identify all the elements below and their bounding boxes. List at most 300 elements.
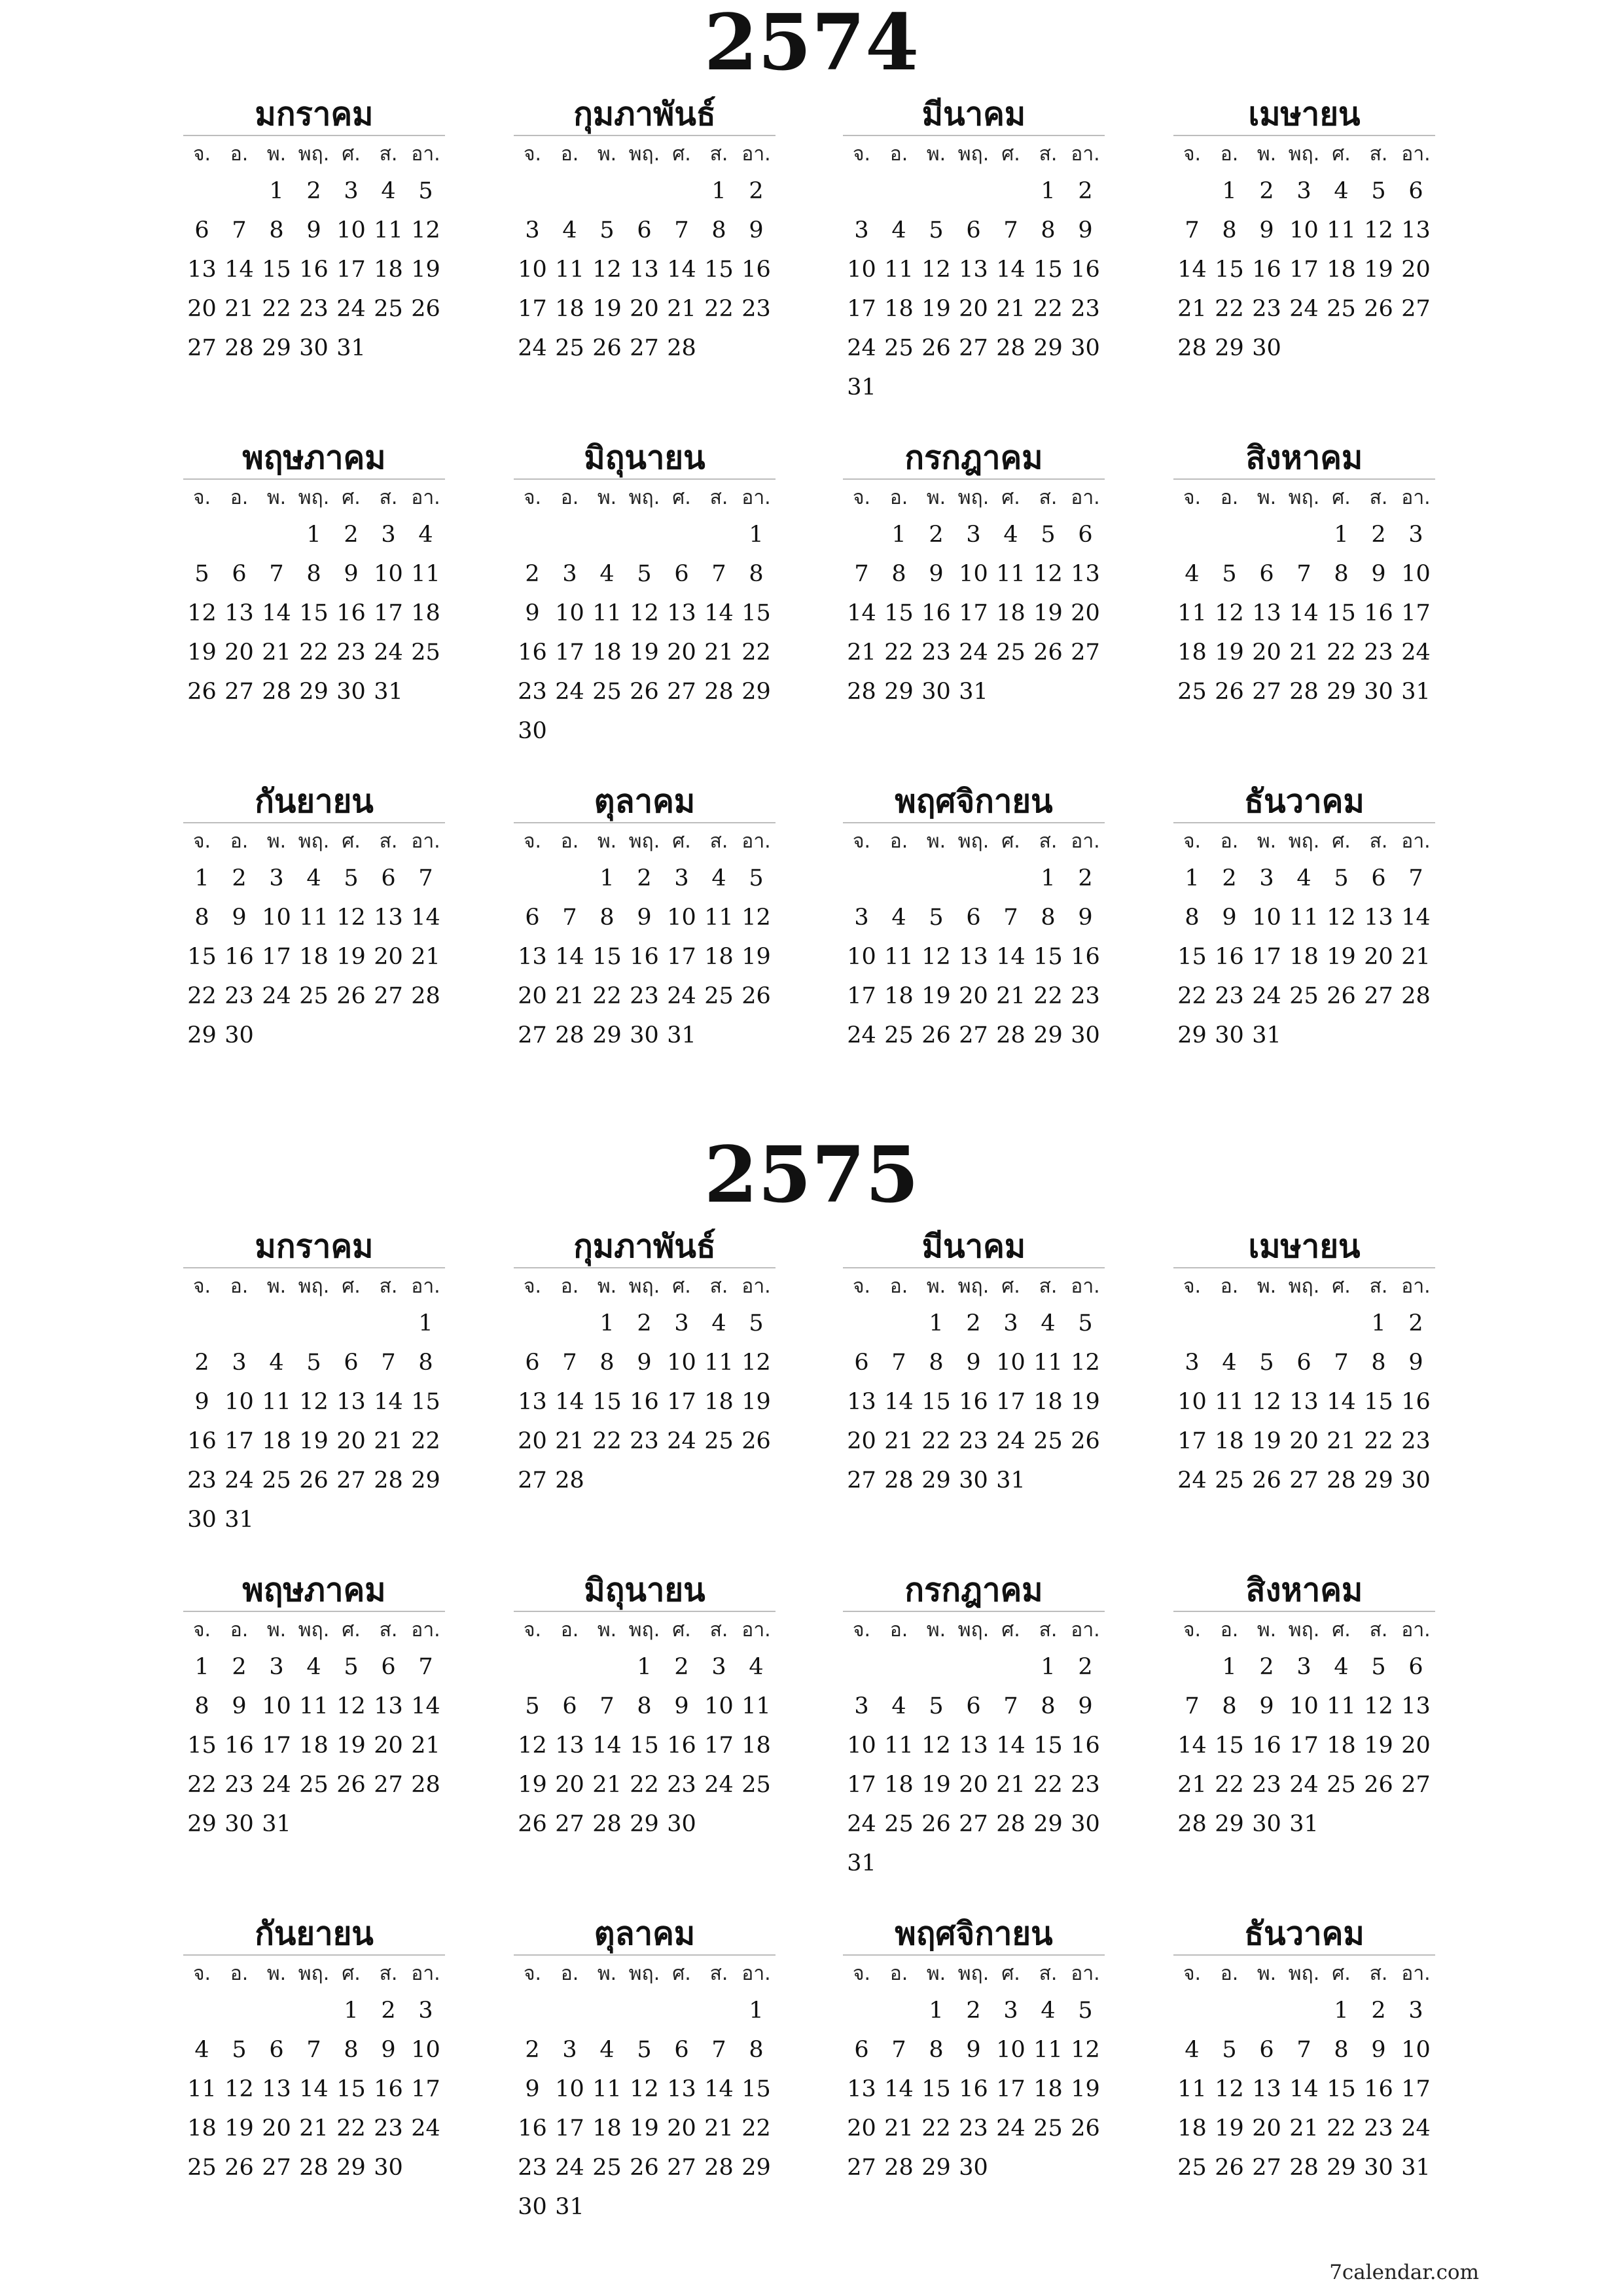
weekday-label: อ.	[230, 829, 249, 853]
day-cell: 17	[336, 257, 366, 283]
day-cell: 11	[1033, 1350, 1063, 1376]
day-cell: 5	[637, 561, 652, 587]
day-cell: 19	[1252, 1428, 1281, 1454]
month-name: มกราคม	[183, 92, 445, 136]
empty-day-cell	[1248, 515, 1285, 554]
weekday-label: ส.	[379, 1962, 398, 1985]
day-cell: 2	[381, 1998, 396, 2024]
day-cell: 25	[996, 639, 1026, 666]
day-cell: 19	[1071, 1389, 1100, 1415]
day-cell: 20	[667, 639, 696, 666]
day-cell: 7	[711, 561, 726, 587]
day-cell: 6	[232, 561, 247, 587]
day-grid	[1173, 1647, 1435, 1844]
day-cell: 4	[306, 1654, 321, 1680]
day-cell: 13	[555, 1732, 584, 1759]
day-cell: 5	[929, 905, 944, 931]
day-cell: 31	[1252, 1022, 1281, 1049]
weekday-label: อ.	[889, 486, 908, 509]
day-cell: 2	[194, 1350, 209, 1376]
day-cell: 10	[262, 1693, 291, 1719]
day-cell: 3	[562, 561, 577, 587]
day-cell: 7	[418, 865, 433, 891]
day-cell: 25	[741, 1772, 771, 1798]
weekday-label: พ.	[597, 486, 617, 509]
day-cell: 4	[599, 2037, 615, 2063]
day-cell: 8	[1041, 1693, 1056, 1719]
weekday-label: อ.	[230, 486, 249, 509]
day-cell: 22	[336, 2115, 366, 2142]
month-calendar	[183, 1911, 445, 2187]
day-cell: 14	[592, 1732, 622, 1759]
day-cell: 19	[741, 944, 771, 970]
day-cell: 17	[374, 600, 403, 626]
day-cell: 22	[1033, 983, 1063, 1009]
day-cell: 2	[232, 1654, 247, 1680]
day-cell: 31	[847, 374, 876, 401]
empty-day-cell	[992, 171, 1029, 211]
day-cell: 30	[224, 1022, 254, 1049]
weekday-label: อ.	[889, 142, 908, 166]
day-cell: 9	[306, 217, 321, 243]
weekday-label: อ.	[560, 829, 579, 853]
day-cell: 29	[336, 2155, 366, 2181]
day-cell: 1	[418, 1310, 433, 1336]
day-cell: 4	[194, 2037, 209, 2063]
weekday-label: พฤ.	[1288, 1274, 1320, 1298]
day-cell: 18	[187, 2115, 217, 2142]
day-cell: 18	[1327, 257, 1356, 283]
day-cell: 13	[518, 1389, 547, 1415]
day-cell: 23	[336, 639, 366, 666]
weekday-label: อา.	[1071, 1962, 1100, 1985]
day-cell: 30	[1364, 2155, 1393, 2181]
empty-day-cell	[295, 1304, 332, 1343]
day-cell: 24	[996, 2115, 1026, 2142]
empty-day-cell	[843, 1304, 880, 1343]
weekday-label: ส.	[1039, 486, 1058, 509]
day-cell: 18	[1215, 1428, 1244, 1454]
weekday-header	[514, 823, 776, 859]
weekday-label: อา.	[411, 1962, 440, 1985]
weekday-label: พฤ.	[628, 1274, 660, 1298]
year-title: 2575	[704, 1129, 919, 1220]
weekday-header	[183, 480, 445, 515]
day-cell: 19	[1215, 639, 1244, 666]
day-cell: 11	[592, 600, 622, 626]
day-cell: 6	[1296, 1350, 1311, 1376]
day-cell: 17	[996, 1389, 1026, 1415]
day-cell: 24	[1252, 983, 1281, 1009]
weekday-label: อ.	[230, 142, 249, 166]
day-cell: 29	[299, 679, 329, 705]
day-cell: 5	[1334, 865, 1349, 891]
weekday-label: จ.	[192, 486, 211, 509]
day-cell: 25	[1177, 2155, 1207, 2181]
day-cell: 21	[884, 1428, 914, 1454]
weekday-label: พ.	[926, 1618, 946, 1641]
day-cell: 15	[1364, 1389, 1393, 1415]
weekday-label: พ.	[597, 1962, 617, 1985]
day-cell: 29	[921, 1467, 951, 1494]
day-cell: 13	[1252, 600, 1281, 626]
day-grid	[183, 171, 445, 368]
empty-day-cell	[626, 515, 663, 554]
day-cell: 10	[518, 257, 547, 283]
empty-day-cell	[258, 1991, 295, 2030]
day-cell: 24	[1289, 296, 1319, 322]
day-cell: 18	[1033, 2076, 1063, 2102]
empty-day-cell	[221, 171, 258, 211]
weekday-label: อา.	[1071, 486, 1100, 509]
weekday-label: ส.	[379, 142, 398, 166]
day-cell: 22	[741, 639, 771, 666]
empty-day-cell	[1173, 171, 1211, 211]
day-grid	[1173, 171, 1435, 368]
month-calendar	[514, 435, 776, 751]
day-cell: 28	[884, 2155, 914, 2181]
day-cell: 17	[847, 1772, 876, 1798]
day-cell: 31	[1289, 1811, 1319, 1837]
day-cell: 10	[1289, 1693, 1319, 1719]
weekday-label: ส.	[1039, 1618, 1058, 1641]
weekday-label: ศ.	[342, 829, 361, 853]
empty-day-cell	[663, 1991, 700, 2030]
weekday-label: พ.	[597, 829, 617, 853]
day-cell: 11	[592, 2076, 622, 2102]
day-cell: 10	[704, 1693, 734, 1719]
weekday-label: อา.	[1071, 1274, 1100, 1298]
day-cell: 17	[1252, 944, 1281, 970]
weekday-label: อ.	[1220, 1962, 1239, 1985]
day-cell: 26	[1033, 639, 1063, 666]
day-cell: 30	[1252, 335, 1281, 361]
day-cell: 17	[959, 600, 988, 626]
day-cell: 14	[847, 600, 876, 626]
day-cell: 5	[525, 1693, 540, 1719]
day-cell: 28	[1289, 679, 1319, 705]
day-cell: 21	[411, 944, 440, 970]
weekday-label: ส.	[379, 1274, 398, 1298]
weekday-label: พฤ.	[957, 486, 990, 509]
day-cell: 24	[847, 335, 876, 361]
empty-day-cell	[880, 1304, 918, 1343]
day-cell: 23	[518, 679, 547, 705]
day-cell: 31	[336, 335, 366, 361]
day-grid	[514, 171, 776, 368]
day-cell: 21	[1401, 944, 1431, 970]
day-cell: 6	[854, 2037, 869, 2063]
day-cell: 8	[1371, 1350, 1386, 1376]
day-cell: 6	[381, 865, 396, 891]
day-cell: 15	[704, 257, 734, 283]
day-cell: 2	[749, 178, 764, 204]
day-cell: 8	[749, 2037, 764, 2063]
weekday-header	[183, 1612, 445, 1647]
day-cell: 2	[1078, 178, 1093, 204]
day-cell: 12	[299, 1389, 329, 1415]
day-cell: 27	[959, 1811, 988, 1837]
empty-day-cell	[551, 171, 588, 211]
day-cell: 12	[630, 600, 659, 626]
day-cell: 3	[418, 1998, 433, 2024]
day-cell: 23	[630, 1428, 659, 1454]
day-cell: 4	[1041, 1310, 1056, 1336]
day-cell: 18	[704, 944, 734, 970]
day-cell: 6	[344, 1350, 359, 1376]
empty-day-cell	[1285, 1991, 1323, 2030]
day-cell: 29	[1215, 1811, 1244, 1837]
day-cell: 22	[262, 296, 291, 322]
day-cell: 16	[1071, 257, 1100, 283]
empty-day-cell	[992, 859, 1029, 898]
day-cell: 17	[262, 1732, 291, 1759]
empty-day-cell	[551, 515, 588, 554]
day-cell: 26	[411, 296, 440, 322]
weekday-label: ศ.	[1001, 1962, 1020, 1985]
day-cell: 20	[224, 639, 254, 666]
day-cell: 19	[592, 296, 622, 322]
day-cell: 22	[187, 983, 217, 1009]
day-cell: 20	[518, 983, 547, 1009]
day-cell: 23	[959, 2115, 988, 2142]
day-cell: 7	[891, 2037, 906, 2063]
day-cell: 12	[921, 257, 951, 283]
day-cell: 29	[630, 1811, 659, 1837]
day-cell: 26	[921, 335, 951, 361]
day-cell: 31	[847, 1850, 876, 1876]
day-cell: 10	[224, 1389, 254, 1415]
day-cell: 30	[187, 1507, 217, 1533]
day-cell: 27	[959, 1022, 988, 1049]
month-calendar	[1173, 1911, 1435, 2187]
weekday-header	[514, 1268, 776, 1304]
day-cell: 4	[1222, 1350, 1237, 1376]
day-cell: 29	[1327, 2155, 1356, 2181]
weekday-label: พ.	[597, 142, 617, 166]
day-cell: 28	[1401, 983, 1431, 1009]
weekday-label: อา.	[741, 142, 771, 166]
day-cell: 2	[1222, 865, 1237, 891]
day-cell: 23	[518, 2155, 547, 2181]
day-cell: 9	[674, 1693, 689, 1719]
day-cell: 16	[959, 1389, 988, 1415]
empty-day-cell	[551, 1647, 588, 1687]
weekday-label: พ.	[266, 1618, 287, 1641]
day-cell: 8	[344, 2037, 359, 2063]
day-cell: 9	[381, 2037, 396, 2063]
weekday-label: พฤ.	[298, 142, 330, 166]
day-cell: 18	[411, 600, 440, 626]
day-cell: 2	[344, 522, 359, 548]
day-cell: 30	[1215, 1022, 1244, 1049]
month-calendar	[514, 92, 776, 368]
day-cell: 30	[1071, 335, 1100, 361]
day-cell: 9	[1222, 905, 1237, 931]
day-cell: 12	[1071, 1350, 1100, 1376]
empty-day-cell	[1248, 1304, 1285, 1343]
day-cell: 10	[667, 905, 696, 931]
day-cell: 5	[749, 865, 764, 891]
day-cell: 13	[959, 257, 988, 283]
weekday-label: พ.	[1257, 142, 1277, 166]
month-name: สิงหาคม	[1173, 435, 1435, 480]
day-cell: 22	[704, 296, 734, 322]
day-cell: 26	[741, 983, 771, 1009]
day-cell: 15	[411, 1389, 440, 1415]
day-cell: 13	[336, 1389, 366, 1415]
day-cell: 3	[269, 865, 284, 891]
day-cell: 30	[299, 335, 329, 361]
day-cell: 15	[1033, 944, 1063, 970]
day-cell: 16	[630, 1389, 659, 1415]
day-cell: 27	[518, 1467, 547, 1494]
weekday-label: ศ.	[1332, 1274, 1351, 1298]
month-name: มีนาคม	[843, 92, 1105, 136]
weekday-label: พ.	[266, 142, 287, 166]
day-cell: 18	[592, 2115, 622, 2142]
day-cell: 18	[299, 1732, 329, 1759]
day-cell: 14	[555, 944, 584, 970]
day-cell: 25	[884, 1022, 914, 1049]
weekday-label: อา.	[741, 486, 771, 509]
day-cell: 23	[374, 2115, 403, 2142]
weekday-label: ส.	[709, 1618, 728, 1641]
day-cell: 27	[1364, 983, 1393, 1009]
day-cell: 12	[592, 257, 622, 283]
day-cell: 13	[1289, 1389, 1319, 1415]
empty-day-cell	[1173, 1991, 1211, 2030]
weekday-label: ศ.	[672, 142, 691, 166]
day-cell: 22	[921, 1428, 951, 1454]
day-cell: 31	[262, 1811, 291, 1837]
day-cell: 2	[306, 178, 321, 204]
day-cell: 19	[921, 983, 951, 1009]
day-cell: 1	[1222, 178, 1237, 204]
weekday-label: พ.	[926, 142, 946, 166]
day-cell: 27	[847, 1467, 876, 1494]
empty-day-cell	[183, 171, 221, 211]
day-cell: 22	[1215, 1772, 1244, 1798]
day-cell: 23	[224, 1772, 254, 1798]
weekday-label: จ.	[192, 142, 211, 166]
day-cell: 17	[996, 2076, 1026, 2102]
day-cell: 21	[704, 639, 734, 666]
empty-day-cell	[1211, 1304, 1248, 1343]
day-grid	[183, 1304, 445, 1539]
weekday-label: อา.	[1401, 829, 1431, 853]
empty-day-cell	[551, 1304, 588, 1343]
weekday-label: ส.	[1369, 829, 1388, 853]
day-cell: 9	[1078, 905, 1093, 931]
weekday-label: จ.	[852, 142, 871, 166]
empty-day-cell	[183, 515, 221, 554]
month-name: กุมภาพันธ์	[514, 1224, 776, 1268]
day-cell: 25	[411, 639, 440, 666]
day-cell: 3	[1296, 178, 1311, 204]
day-grid	[514, 1991, 776, 2227]
day-grid	[843, 515, 1105, 711]
weekday-label: ส.	[379, 486, 398, 509]
weekday-label: จ.	[523, 486, 542, 509]
day-cell: 9	[1259, 217, 1274, 243]
day-cell: 16	[1252, 1732, 1281, 1759]
month-calendar	[183, 92, 445, 368]
day-cell: 16	[1252, 257, 1281, 283]
day-cell: 26	[630, 2155, 659, 2181]
empty-day-cell	[332, 1304, 370, 1343]
day-cell: 9	[1408, 1350, 1423, 1376]
weekday-header	[514, 1956, 776, 1991]
day-cell: 10	[667, 1350, 696, 1376]
weekday-label: พฤ.	[957, 1618, 990, 1641]
weekday-header	[514, 136, 776, 171]
empty-day-cell	[992, 1647, 1029, 1687]
day-cell: 19	[336, 1732, 366, 1759]
day-cell: 15	[299, 600, 329, 626]
day-cell: 22	[592, 1428, 622, 1454]
day-grid	[514, 515, 776, 751]
day-cell: 14	[667, 257, 696, 283]
day-cell: 19	[411, 257, 440, 283]
day-cell: 25	[374, 296, 403, 322]
day-cell: 15	[1327, 2076, 1356, 2102]
day-cell: 15	[262, 257, 291, 283]
empty-day-cell	[295, 1991, 332, 2030]
empty-day-cell	[700, 1991, 738, 2030]
day-cell: 25	[704, 1428, 734, 1454]
weekday-label: จ.	[523, 1618, 542, 1641]
day-cell: 11	[1177, 2076, 1207, 2102]
empty-day-cell	[258, 1304, 295, 1343]
day-cell: 24	[555, 679, 584, 705]
weekday-label: ส.	[1039, 829, 1058, 853]
day-cell: 1	[194, 1654, 209, 1680]
weekday-label: อา.	[741, 1618, 771, 1641]
day-cell: 22	[921, 2115, 951, 2142]
day-cell: 12	[921, 944, 951, 970]
day-cell: 8	[194, 1693, 209, 1719]
weekday-label: อา.	[1401, 142, 1431, 166]
day-cell: 28	[996, 335, 1026, 361]
day-cell: 19	[1364, 1732, 1393, 1759]
empty-day-cell	[700, 515, 738, 554]
day-cell: 9	[344, 561, 359, 587]
day-cell: 15	[1177, 944, 1207, 970]
day-cell: 1	[1334, 522, 1349, 548]
day-cell: 21	[299, 2115, 329, 2142]
day-cell: 13	[959, 944, 988, 970]
day-cell: 18	[884, 983, 914, 1009]
day-cell: 20	[1252, 639, 1281, 666]
day-cell: 10	[1401, 561, 1431, 587]
day-cell: 14	[996, 944, 1026, 970]
day-cell: 9	[232, 1693, 247, 1719]
day-cell: 2	[929, 522, 944, 548]
day-cell: 9	[749, 217, 764, 243]
day-cell: 7	[854, 561, 869, 587]
weekday-label: ส.	[1369, 1962, 1388, 1985]
day-cell: 12	[741, 905, 771, 931]
empty-day-cell	[183, 1991, 221, 2030]
day-cell: 22	[741, 2115, 771, 2142]
day-cell: 20	[959, 296, 988, 322]
day-cell: 19	[741, 1389, 771, 1415]
day-cell: 21	[1289, 639, 1319, 666]
day-cell: 30	[518, 718, 547, 744]
day-cell: 18	[996, 600, 1026, 626]
day-cell: 16	[1364, 600, 1393, 626]
